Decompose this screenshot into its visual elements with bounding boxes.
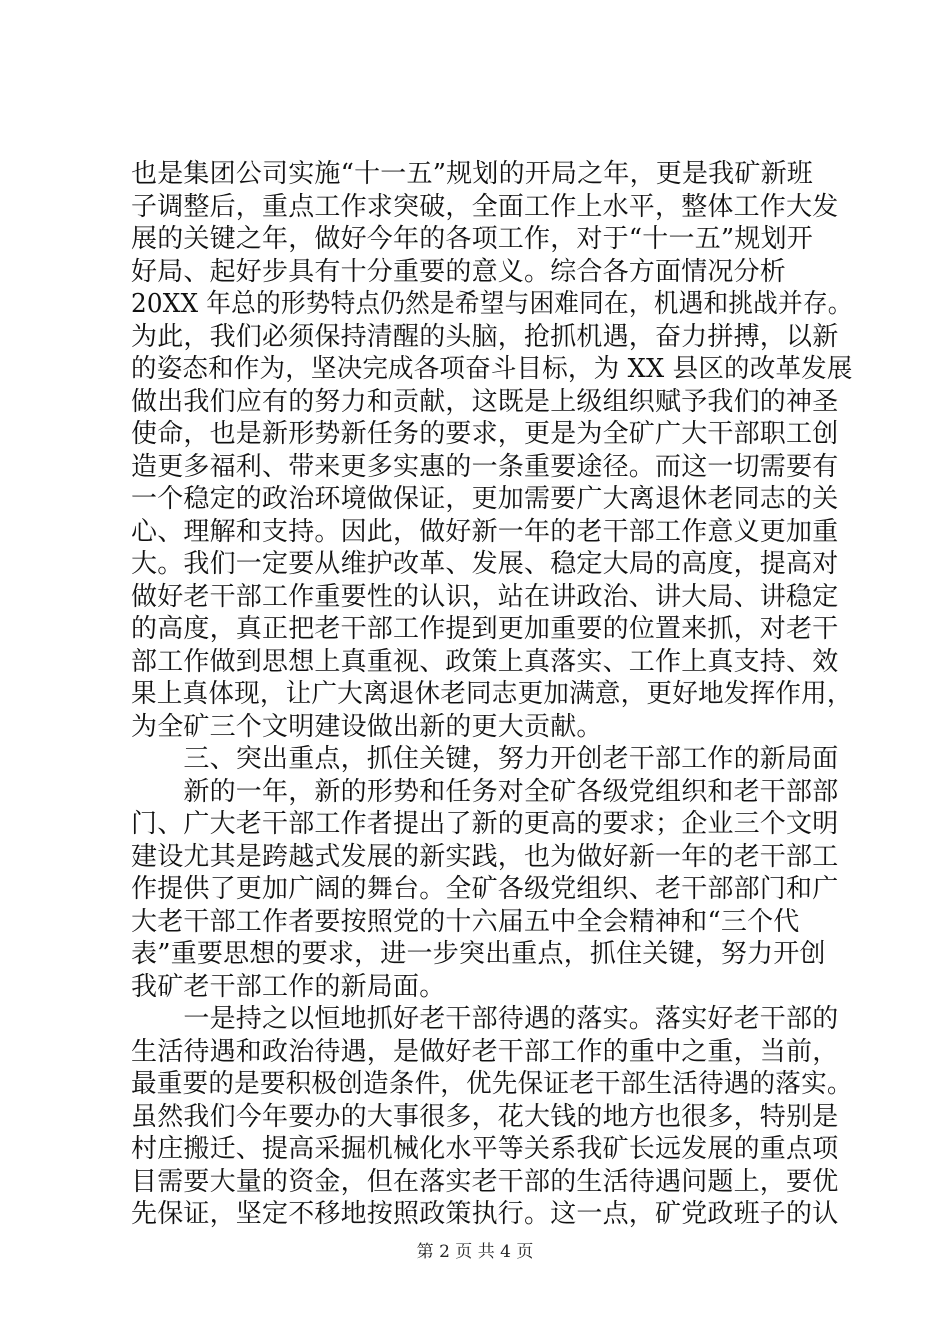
text-line: 先保证，坚定不移地按照政策执行。这一点，矿党政班子的认 bbox=[131, 1199, 839, 1229]
text-line: 三、突出重点，抓住关键，努力开创老干部工作的新局面 bbox=[131, 744, 839, 774]
text-line: 造更多福利、带来更多实惠的一条重要途径。而这一切需要有 bbox=[131, 451, 839, 482]
text-line: 作提供了更加广阔的舞台。全矿各级党组织、老干部部门和广 bbox=[131, 874, 839, 904]
document-body bbox=[131, 158, 851, 1231]
text-line: 一是持之以恒地抓好老干部待遇的落实。落实好老干部的 bbox=[131, 1004, 839, 1034]
text-line: 做出我们应有的努力和贡献，这既是上级组织赋予我们的神圣 bbox=[131, 386, 839, 417]
text-line: 一个稳定的政治环境做保证，更加需要广大离退休老同志的关 bbox=[131, 484, 839, 514]
text-line: 展的关键之年，做好今年的各项工作，对于“十一五”规划开 bbox=[131, 224, 813, 254]
text-line: 做好老干部工作重要性的认识，站在讲政治、讲大局、讲稳定 bbox=[131, 581, 839, 612]
text-line: 心、理解和支持。因此，做好新一年的老干部工作意义更加重 bbox=[131, 516, 839, 547]
text-line: 大老干部工作者要按照党的十六届五中全会精神和“三个代 bbox=[131, 906, 800, 937]
text-line: 生活待遇和政治待遇，是做好老干部工作的重中之重，当前， bbox=[131, 1036, 839, 1067]
text-line: 的姿态和作为，坚决完成各项奋斗目标，为 XX 县区的改革发展 bbox=[131, 354, 853, 384]
text-line: 的高度，真正把老干部工作提到更加重要的位置来抓，对老干 bbox=[131, 614, 839, 644]
text-line: 建设尤其是跨越式发展的新实践，也为做好新一年的老干部工 bbox=[131, 841, 839, 872]
text-line: 为此，我们必须保持清醒的头脑，抢抓机遇，奋力拼搏，以新 bbox=[131, 321, 839, 352]
text-line: 好局、起好步具有十分重要的意义。综合各方面情况分析 bbox=[131, 256, 787, 287]
text-line: 使命，也是新形势新任务的要求，更是为全矿广大干部职工创 bbox=[131, 419, 839, 449]
text-line: 也是集团公司实施“十一五”规划的开局之年，更是我矿新班 bbox=[131, 159, 813, 189]
text-line: 子调整后，重点工作求突破，全面工作上水平，整体工作大发 bbox=[131, 191, 839, 222]
text-line: 目需要大量的资金，但在落实老干部的生活待遇问题上，要优 bbox=[131, 1166, 839, 1197]
text-line: 为全矿三个文明建设做出新的更大贡献。 bbox=[131, 711, 603, 742]
text-line: 虽然我们今年要办的大事很多，花大钱的地方也很多，特别是 bbox=[131, 1101, 839, 1132]
text-line: 村庄搬迁、提高采掘机械化水平等关系我矿长远发展的重点项 bbox=[131, 1134, 839, 1164]
text-line: 大。我们一定要从维护改革、发展、稳定大局的高度，提高对 bbox=[131, 549, 839, 579]
text-line: 最重要的是要积极创造条件，优先保证老干部生活待遇的落实。 bbox=[131, 1069, 853, 1099]
page-number-footer: 第 2 页 共 4 页 bbox=[416, 1242, 534, 1262]
text-line: 我矿老干部工作的新局面。 bbox=[131, 971, 446, 1002]
text-line: 20XX 年总的形势特点仍然是希望与困难同在，机遇和挑战并存。 bbox=[131, 289, 853, 319]
text-line: 门、广大老干部工作者提出了新的更高的要求；企业三个文明 bbox=[131, 809, 839, 839]
text-line: 表”重要思想的要求，进一步突出重点，抓住关键，努力开创 bbox=[131, 939, 826, 969]
text-line: 新的一年，新的形势和任务对全矿各级党组织和老干部部 bbox=[131, 776, 839, 807]
text-line: 部工作做到思想上真重视、政策上真落实、工作上真支持、效 bbox=[131, 646, 839, 677]
text-line: 果上真体现，让广大离退休老同志更加满意，更好地发挥作用， bbox=[131, 679, 853, 709]
